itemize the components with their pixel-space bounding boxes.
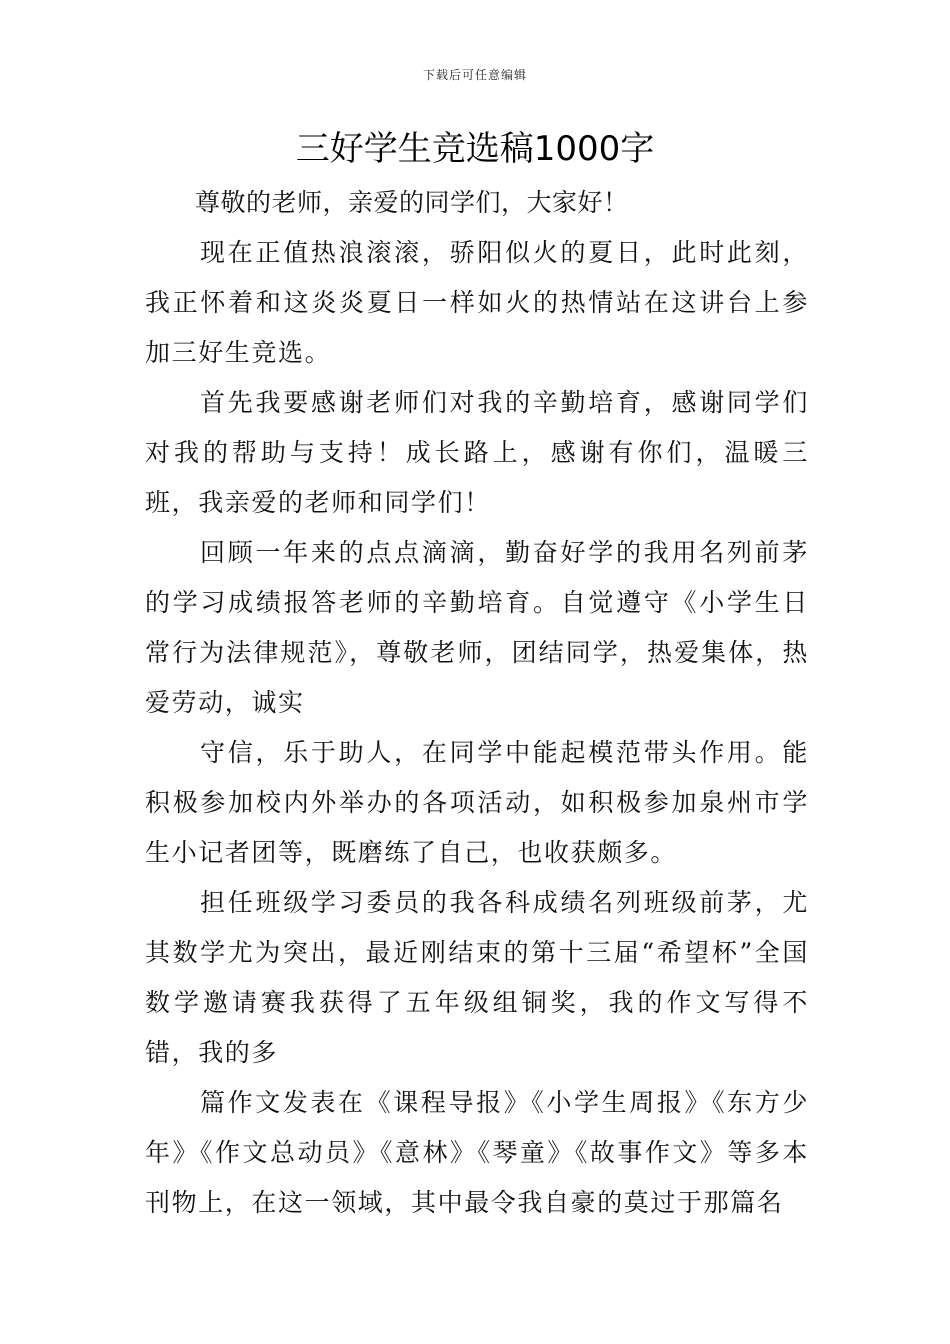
document-title: 三好学生竞选稿1000字 — [295, 129, 655, 169]
paragraph: 回顾一年来的点点滴滴，勤奋好学的我用名列前茅的学习成绩报答老师的辛勤培育。自觉遵守《小学生日常行为法律规范》，尊敬老师，团结同学，热爱集体，热爱劳动，诚实 — [145, 538, 809, 717]
document-body — [145, 178, 809, 1228]
paragraph-greeting: 尊敬的老师，亲爱的同学们，大家好！ — [195, 188, 629, 217]
paragraph: 现在正值热浪滚滚，骄阳似火的夏日，此时此刻，我正怀着和这炎炎夏日一样如火的热情站在这讲台上参加三好生竞选。 — [145, 238, 809, 367]
header-note: 下载后可任意编辑 — [422, 68, 527, 82]
paragraph: 篇作文发表在《课程导报》《小学生周报》《东方少年》《作文总动员》《意林》《琴童》《故事作文》等多本刊物上，在这一领域，其中最令我自豪的莫过于那篇名 — [145, 1088, 809, 1217]
paragraph: 守信，乐于助人，在同学中能起模范带头作用。能积极参加校内外举办的各项活动，如积极参加泉州市学生小记者团等，既磨练了自己，也收获颇多。 — [145, 738, 809, 867]
paragraph: 首先我要感谢老师们对我的辛勤培育，感谢同学们对我的帮助与支持！成长路上，感谢有你们，温暖三班，我亲爱的老师和同学们！ — [145, 388, 809, 517]
paragraph: 担任班级学习委员的我各科成绩名列班级前茅，尤其数学尤为突出，最近刚结束的第十三届“希望杯”全国数学邀请赛我获得了五年级组铜奖，我的作文写得不错，我的多 — [145, 888, 809, 1067]
